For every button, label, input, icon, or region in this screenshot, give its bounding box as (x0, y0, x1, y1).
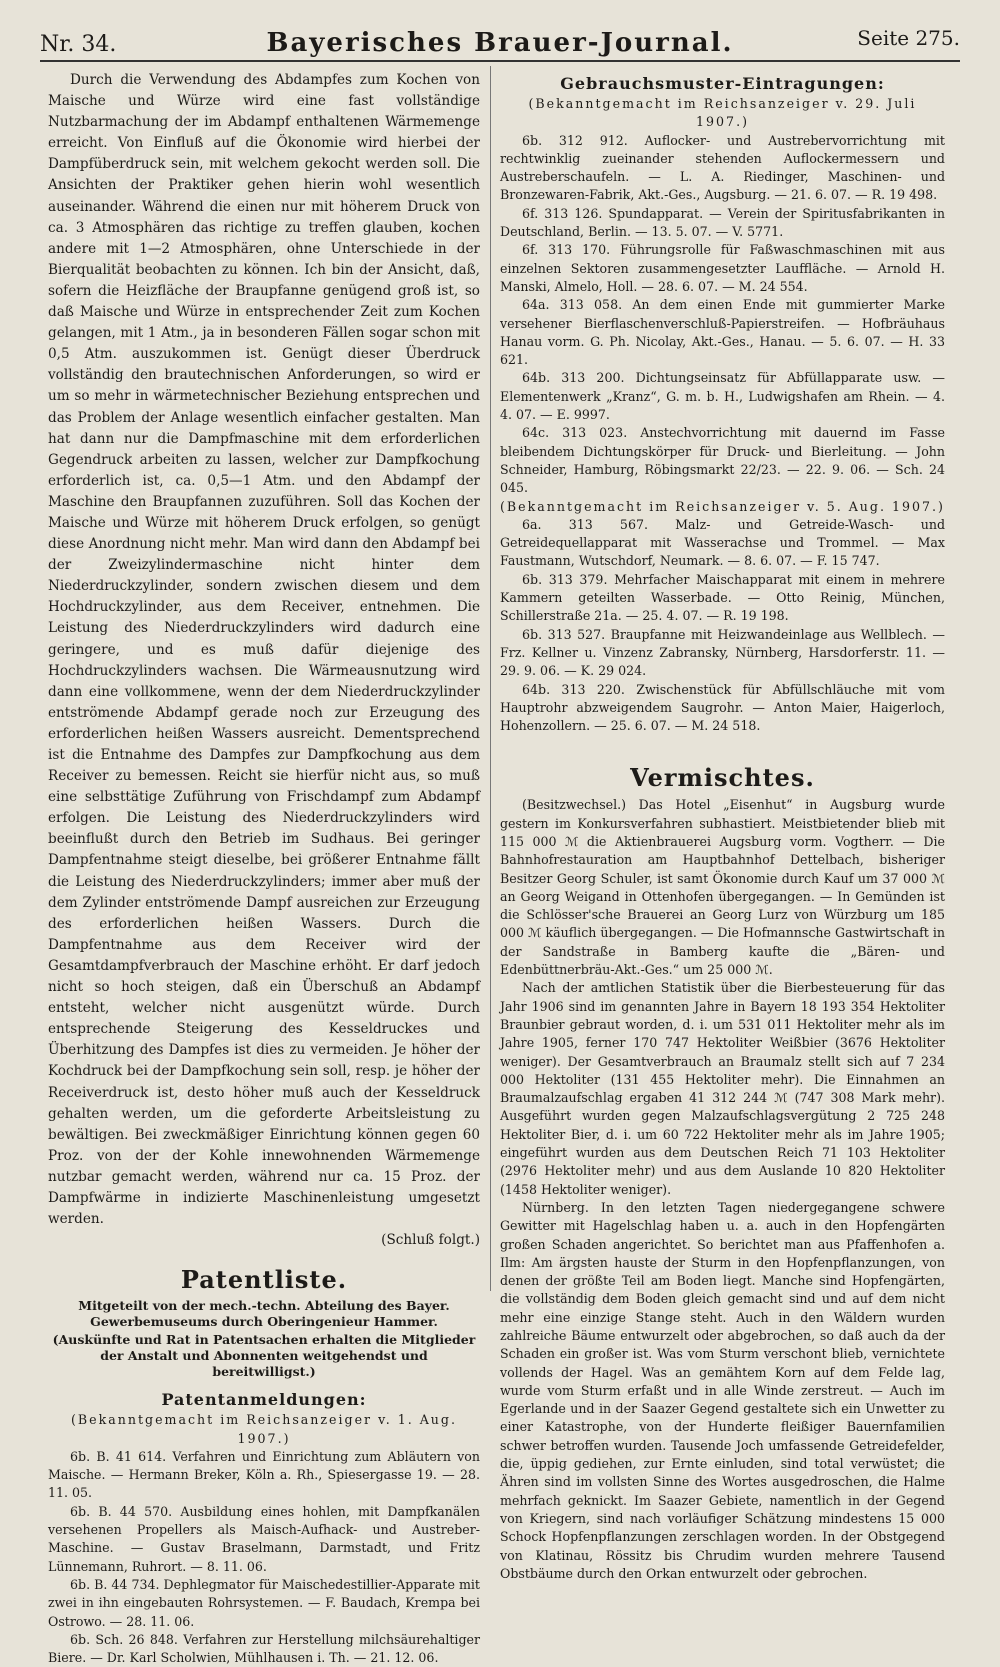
gebrauchsmuster-entry: 6b. 312 912. Auflocker- und Austrebervorrichtung mit rechtwinklig zueinander stehenden Auflockermessern und Austreberschaufeln. — L. A. Riedinger, Maschinen- und Bronzewaren-Fabrik, Akt.-Ges., Augsburg. — 21. 6. 07. — R. 19 498. (500, 132, 945, 203)
left-column (48, 70, 480, 1666)
vermischtes-besitzwechsel: (Besitzwechsel.) Das Hotel „Eisenhut“ in Augsburg wurde gestern im Konkursverfahren subhastiert. Meistbietender blieb mit 115 000 ℳ die Aktienbrauerei Augsburg vorm. Vogtherr. — Die Bahnhofrestauration am Hauptbahnhof Dettelbach, bisheriger Besitzer Georg Schuler, ist samt Ökonomie durch Kauf um 37 000 ℳ an Georg Weigand in Ottenhofen übergegangen. — In Gemünden ist die Schlösser'sche Brauerei an Georg Lurz von Würzburg um 185 000 ℳ käuflich übergegangen. — Die Hofmannsche Gastwirtschaft in der Sandstraße in Bamberg kaufte die „Bären- und Edenbüttnerbräu-Akt.-Ges.“ um 25 000 ℳ. (500, 797, 945, 978)
page-number: Seite 275. (857, 26, 960, 50)
gebrauchsmuster-entry: 6f. 313 170. Führungsrolle für Faßwaschmaschinen mit aus einzelnen Sektoren zusammengesetzter Lauffläche. — Arnold H. Manski, Almelo, Holl. — 28. 6. 07. — M. 24 554. (500, 242, 945, 294)
patent-entry: 6b. Sch. 26 848. Verfahren zur Herstellung milchsäurehaltiger Biere. — Dr. Karl Scholwien, Mühlhausen i. Th. — 21. 12. 06. (48, 1631, 480, 1666)
patentliste-heading: Patentliste. (180, 1265, 348, 1295)
journal-title: Bayerisches Brauer-Journal. (266, 28, 734, 58)
issue-number: Nr. 34. (40, 32, 117, 57)
gebrauchsmuster-date-2: (Bekanntgemacht im Reichsanzeiger v. 5. Aug. 1907.) (500, 498, 945, 514)
anmeldungen-date: (Bekanntgemacht im Reichsanzeiger v. 1. Aug. 1907.) (71, 1412, 457, 1446)
gebrauchsmuster-heading: Gebrauchsmuster-Eintragungen: (560, 74, 885, 93)
gebrauchsmuster-entry: 64c. 313 023. Anstechvorrichtung mit dauernd im Fasse bleibendem Dichtungskörper für Druck- und Bierleitung. — John Schneider, Hamburg, Röbingsmarkt 22/23. — 22. 9. 06. — Sch. 24 045. (500, 425, 945, 496)
patentliste-source: Mitgeteilt von der mech.-techn. Abteilung des Bayer. Gewerbemuseums durch Oberingenieur Hammer. (78, 1298, 450, 1330)
gebrauchsmuster-entry: 64b. 313 200. Dichtungseinsatz für Abfüllapparate usw. — Elementenwerk „Kranz“, G. m. b. H., Ludwigshafen am Rhein. — 4. 4. 07. — E. 9997. (500, 370, 945, 423)
patent-entry: 6b. B. 44 570. Ausbildung eines hohlen, mit Dampfkanälen versehenen Propellers als Maisch-Aufhack- und Austreber-Maschine. — Gustav Braselmann, Darmstadt, und Fritz Lünnemann, Ruhrort. — 8. 11. 06. (48, 1503, 480, 1574)
patentliste-note: (Auskünfte und Rat in Patentsachen erhalten die Mitglieder der Anstalt und Abonnenten weitgehendst und bereitwilligst.) (52, 1332, 476, 1380)
right-column (500, 70, 945, 1581)
column-divider (490, 66, 491, 1291)
gebrauchsmuster-entry: 6b. 313 379. Mehrfacher Maischapparat mit einem in mehrere Kammern geteilten Wasserbade. — Otto Reinig, München, Schillerstraße 21a. — 25. 4. 07. — R. 19 198. (500, 571, 945, 624)
article-body: Durch die Verwendung des Abdampfes zum Kochen von Maische und Würze wird eine fast vollständige Nutzbarmachung der im Abdampf enthaltenen Wärmemenge erreicht. Von Einfluß auf die Ökonomie wird hierbei der Dampfüberdruck sein, mit welchem gekocht werden soll. Die Ansichten der Praktiker gehen hierin wohl wesentlich auseinander. Während die einen nur mit höherem Druck von ca. 3 Atmosphären das richtige zu treffen glauben, kochen andere mit 1—2 Atmosphären, ohne Unterschiede in der Bierqualität beobachten zu können. Ich bin der Ansicht, daß, sofern die Heizfläche der Braupfanne genügend groß ist, so daß Maische und Würze in entsprechender Zeit zum Kochen gelangen, mit 1 Atm., ja in besonderen Fällen sogar schon mit 0,5 Atm. auszukommen ist. Genügt dieser Überdruck vollständig den brautechnischen Anforderungen, so wird er um so mehr in wärmetechnischer Beziehung entsprechen und das Problem der Anlage wesentlich einfacher gestalten. Man hat dann nur die Dampfmaschine mit dem erforderlichen Gegendruck arbeiten zu lassen, welcher zur Dampfkochung erforderlich ist, ca. 0,5—1 Atm. und den Abdampf der Maschine den Braupfannen zuzuführen. Soll das Kochen der Maische und Würze mit höherem Druck erfolgen, so genügt diese Anordnung nicht mehr. Man wird dann den Abdampf bei der Zweizylindermaschine nicht hinter dem Niederdruckzylinder, sondern zwischen diesem und dem Hochdruckzylinder, aus dem Receiver, entnehmen. Die Leistung des Niederdruckzylinders wird dadurch eine geringere, und es muß dafür diejenige des Hochdruckzylinders wachsen. Die Wärmeausnutzung wird dann eine vollkommene, wenn der dem Niederdruckzylinder entströmende Abdampf gerade noch zur Erzeugung des erforderlichen heißen Wassers ausreicht. Dementsprechend ist die Entnahme des Dampfes zur Dampfkochung aus dem Receiver zu bemessen. Reicht sie hierfür nicht aus, so muß eine selbsttätige Zuführung von Frischdampf zum Abdampf erfolgen. Die Leistung des Niederdruckzylinders wird beeinflußt durch den Betrieb im Sudhaus. Bei geringer Dampfentnahme steigt dieselbe, bei größerer Entnahme fällt die Leistung des Niederdruckzylinders; immer aber muß der dem Zylinder entströmende Dampf ausreichen zur Erzeugung des erforderlichen heißen Wassers. Durch die Dampfentnahme aus dem Receiver wird der Gesamtdampfverbrauch der Maschine erhöht. Er darf jedoch nicht so hoch steigen, daß ein Überschuß an Abdampf entsteht, welcher nicht ausgenützt würde. Durch entsprechende Steigerung des Kesseldruckes und Überhitzung des Dampfes ist dies zu vermeiden. Je höher der Kochdruck bei der Dampfkochung sein soll, resp. je höher der Receiverdruck ist, desto höher muß auch der Kesseldruck gehalten werden, um die geforderte Arbeitsleistung zu bewältigen. Bei zweckmäßiger Einrichtung können gegen 60 Proz. von der der Kohle innewohnenden Wärmemenge nutzbar gemacht werden, während nur ca. 15 Proz. der Dampfwärme in indizierte Maschinenleistung umgesetzt werden. (48, 72, 480, 1228)
patentanmeldungen-heading: Patentanmeldungen: (161, 1390, 367, 1410)
continuation-note: (Schluß folgt.) (381, 1232, 480, 1249)
gebrauchsmuster-date-1: (Bekanntgemacht im Reichsanzeiger v. 29. Juli 1907.) (528, 96, 917, 130)
vermischtes-nuernberg: Nürnberg. In den letzten Tagen niedergegangene schwere Gewitter mit Hagelschlag haben u. a. auch in den Hopfengärten großen Schaden angerichtet. So berichtet man aus Pfaffenhofen a. Ilm: Am ärgsten hauste der Sturm in den Hopfenpflanzungen, von denen der größte Teil am Boden liegt. Manche sind Hopfengärten, die vollständig dem Boden gleich gemacht sind und auf dem nicht mehr eine einzige Stange steht. Auch in den Wäldern wurden zahlreiche Bäume entwurzelt oder abgebrochen, so daß auch da der Schaden ein großer ist. Was vom Sturm verschont blieb, vernichtete vollends der Hagel. Was an gemähtem Korn auf dem Felde lag, wurde vom Sturm erfaßt und in alle Winde zerstreut. — Auch im Egerlande und in der Saazer Gegend gestaltete sich ein Unwetter zu einer Katastrophe, von der Hunderte fleißiger Bauernfamilien schwer betroffen wurden. Tausende Joch umfassende Getreidefelder, die, üppig gediehen, zur Ernte einluden, sind total verwüstet; die Ähren sind im vollsten Sinne des Wortes ausgedroschen, die Halme mehrfach geknickt. Im Saazer Gebiete, namentlich in der Gegend von Kriegern, sind nach vorläufiger Schätzung mindestens 15 000 Schock Hopfenpflanzungen zerschlagen worden. In der Obstgegend von Klatinau, Rössitz bis Chrudim wurden mehrere Tausend Obstbäume durch den Orkan entwurzelt oder gebrochen. (500, 1199, 945, 1581)
gebrauchsmuster-entry: 6b. 313 527. Braupfanne mit Heizwandeinlage aus Wellblech. — Frz. Kellner u. Vinzenz Zabransky, Nürnberg, Harsdorferstr. 11. — 29. 9. 06. — K. 29 024. (500, 626, 945, 679)
page-header (40, 26, 960, 62)
gebrauchsmuster-entry: 6a. 313 567. Malz- und Getreide-Wasch- und Getreidequellapparat mit Wasserachse und Trommel. — Max Faustmann, Wutschdorf, Neumark. — 8. 6. 07. — F. 15 747. (500, 516, 945, 569)
vermischtes-bierstatistik: Nach der amtlichen Statistik über die Bierbesteuerung für das Jahr 1906 sind im genannten Jahre in Bayern 18 193 354 Hektoliter Braunbier gebraut worden, d. i. um 531 011 Hektoliter mehr als im Jahre 1905, ferner 170 747 Hektoliter Weißbier (3676 Hektoliter weniger). Der Gesamtverbrauch an Braumalz stellt sich auf 7 234 000 Hektoliter (131 455 Hektoliter mehr). Die Einnahmen an Braumalzaufschlag ergaben 41 312 244 ℳ (747 308 Mark mehr). Ausgeführt wurden gegen Malzaufschlagsvergütung 2 725 248 Hektoliter Bier, d. i. um 60 722 Hektoliter mehr als im Jahre 1905; eingeführt wurden aus dem Deutschen Reich 71 103 Hektoliter (2976 Hektoliter mehr) und aus dem Auslande 10 820 Hektoliter (1458 Hektoliter weniger). (500, 980, 945, 1197)
patent-entry: 6b. B. 44 734. Dephlegmator für Maischedestillier-Apparate mit zwei in ihn eingebauten Rohrsystemen. — F. Baudach, Krempa bei Ostrowo. — 28. 11. 06. (48, 1576, 480, 1629)
patent-entry: 6b. B. 41 614. Verfahren und Einrichtung zum Abläutern von Maische. — Hermann Breker, Köln a. Rh., Spiesergasse 19. — 28. 11. 05. (48, 1448, 480, 1501)
gebrauchsmuster-entry: 6f. 313 126. Spundapparat. — Verein der Spiritusfabrikanten in Deutschland, Berlin. — 13. 5. 07. — V. 5771. (500, 205, 945, 240)
vermischtes-heading: Vermischtes. (630, 763, 815, 793)
gebrauchsmuster-entry: 64b. 313 220. Zwischenstück für Abfüllschläuche mit vom Hauptrohr abzweigendem Saugrohr. — Anton Maier, Haigerloch, Hohenzollern. — 25. 6. 07. — M. 24 518. (500, 681, 945, 734)
gebrauchsmuster-entry: 64a. 313 058. An dem einen Ende mit gummierter Marke versehener Bierflaschenverschluß-Papierstreifen. — Hofbräuhaus Hanau vorm. G. Ph. Nicolay, Akt.-Ges., Hanau. — 5. 6. 07. — H. 33 621. (500, 297, 945, 368)
